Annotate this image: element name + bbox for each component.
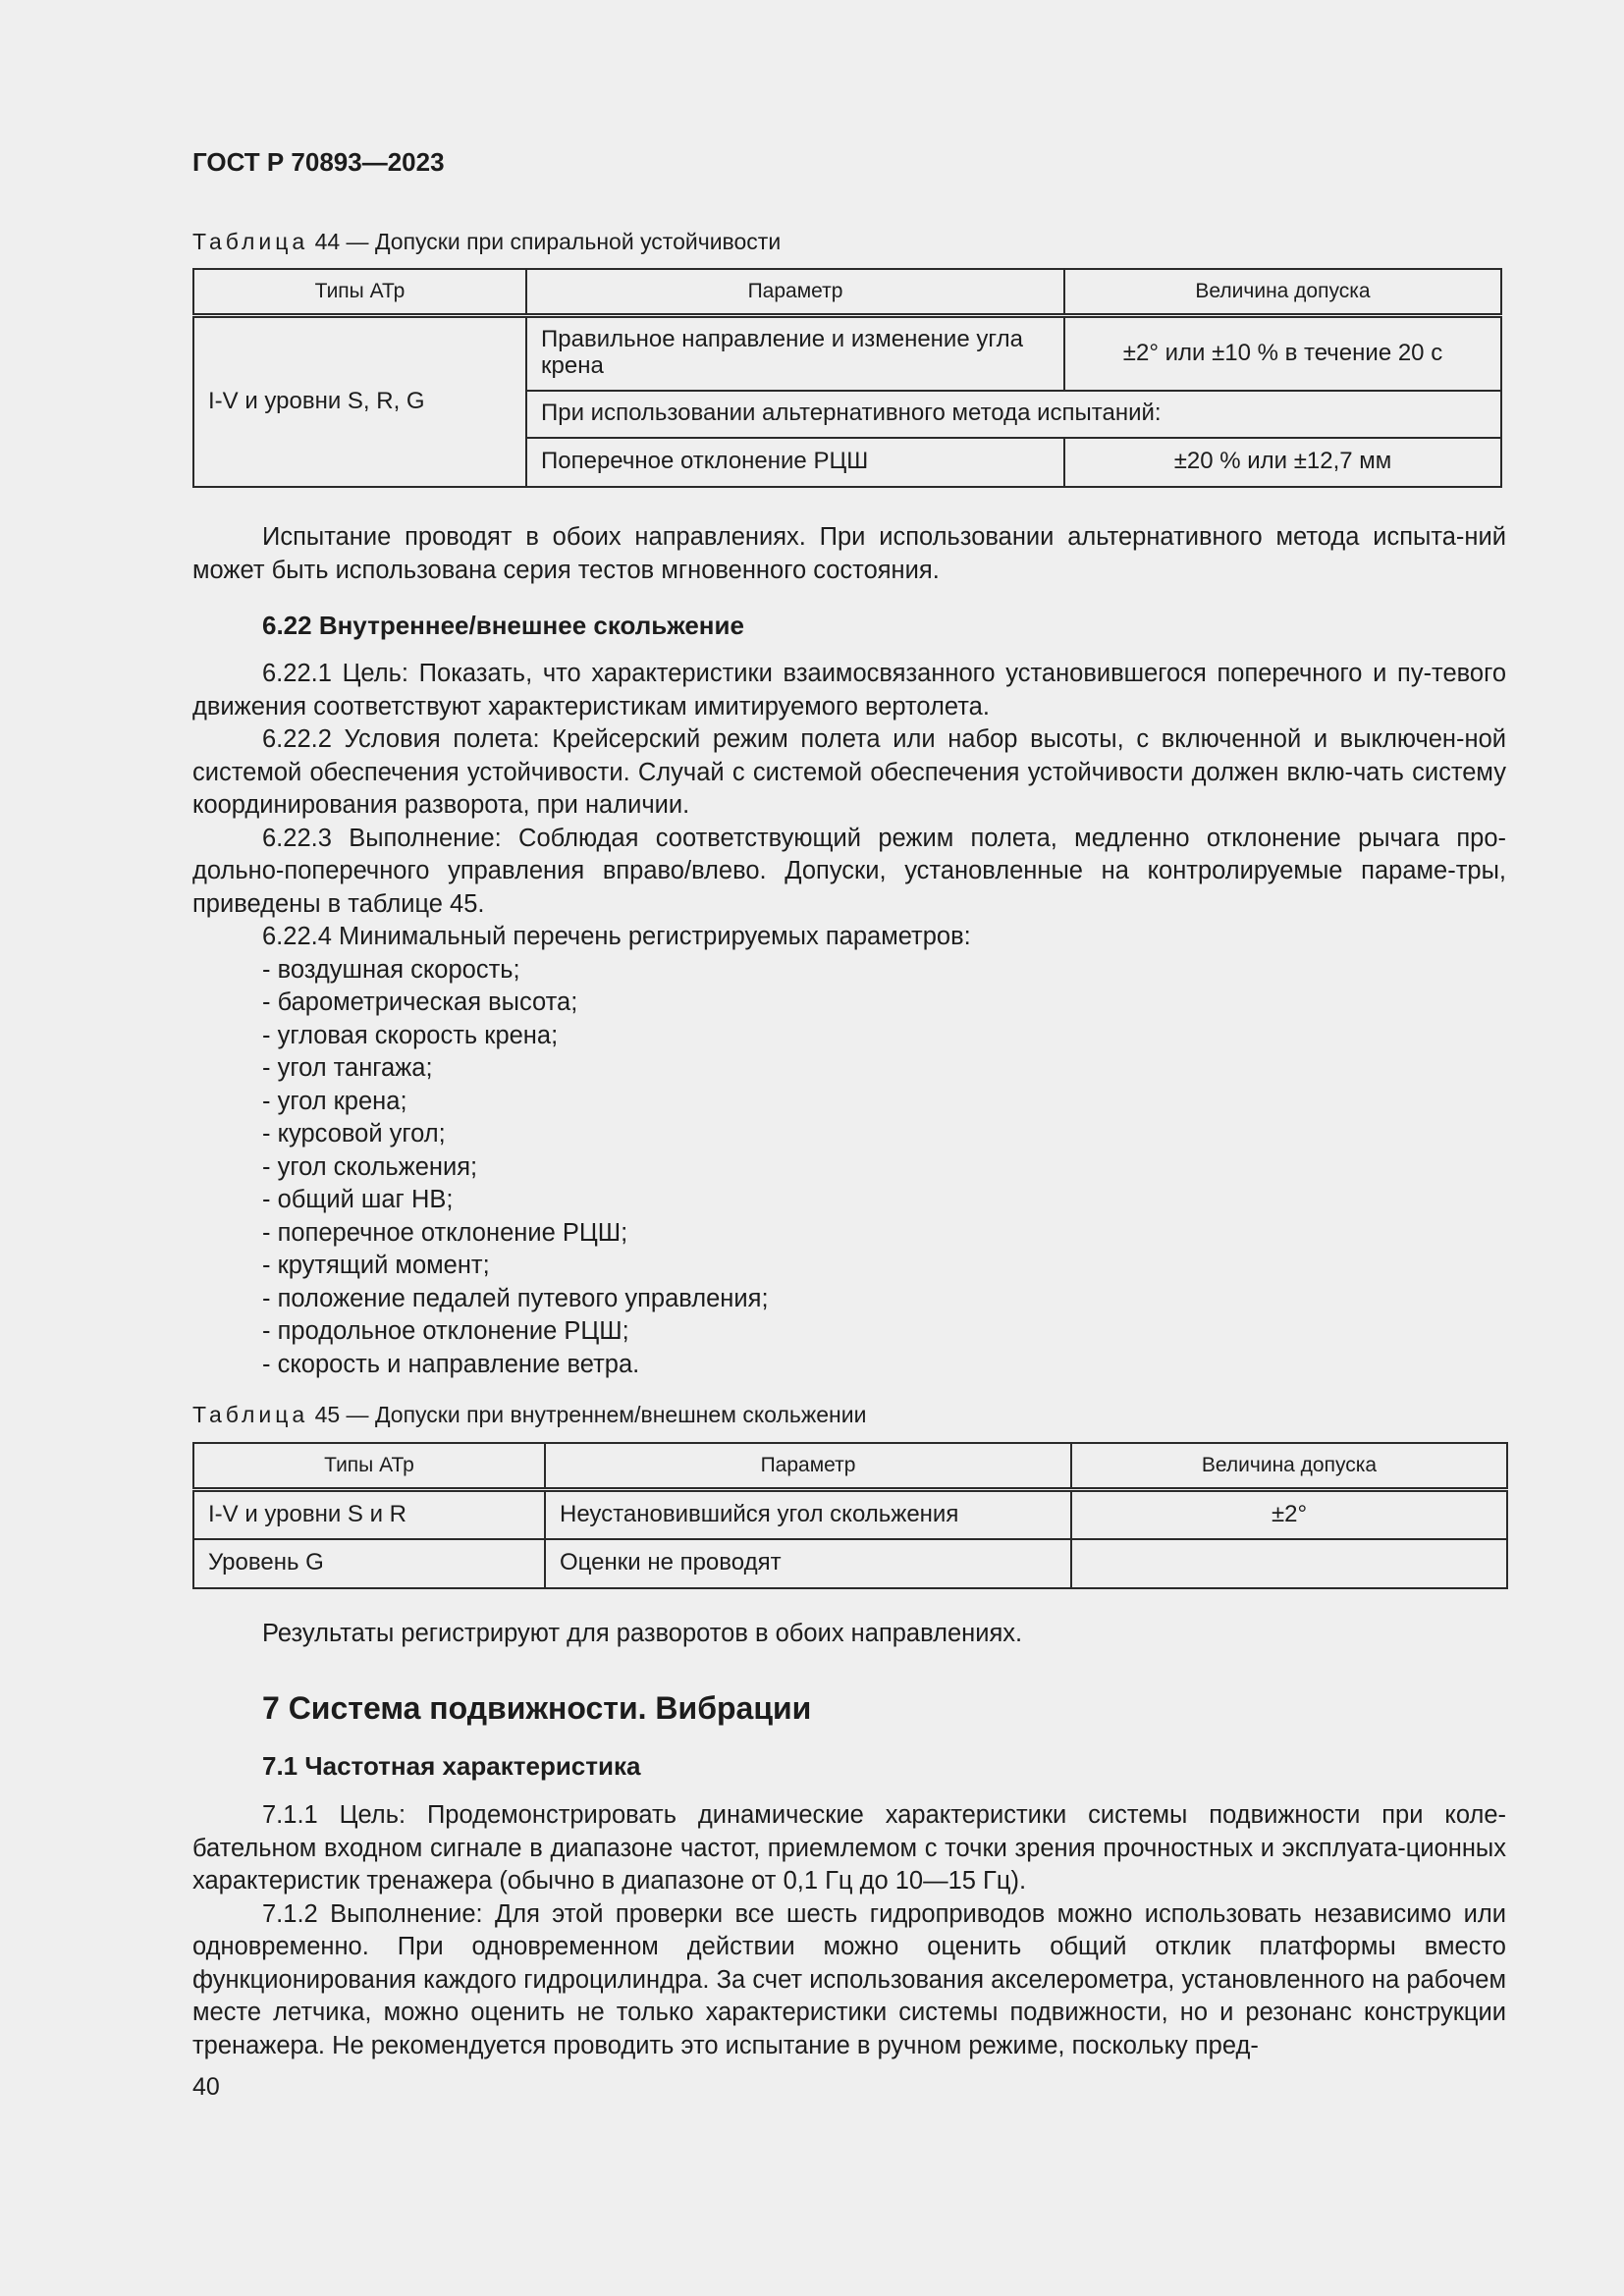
table-44 xyxy=(192,268,1502,488)
list-item: - курсовой угол; xyxy=(262,1118,1506,1151)
table-45-caption xyxy=(192,1402,866,1428)
section-7-1-title: 7.1 Частотная характеристика xyxy=(262,1751,641,1781)
table-44-row1-param: Правильное направление и изменение угла крена xyxy=(526,316,1064,391)
table-45-header-value: Величина допуска xyxy=(1071,1443,1507,1490)
table-row xyxy=(193,316,1501,391)
table-44-header-type: Типы АТр xyxy=(193,269,526,316)
paragraph-7-1-2: 7.1.2 Выполнение: Для этой проверки все шесть гидроприводов можно использовать независимо или одновременно. При одновременном действии можно оценить общий отклик платформы вместо функционирования каждого гидроцилиндра. За счет использования акселерометра, установленного на рабочем месте летчика, можно оценить не только характеристики системы подвижности, но и резонанс конструкции тренажера. Не рекомендуется проводить это испытание в ручном режиме, поскольку пред- xyxy=(192,1899,1506,2059)
table-44-row2-param: При использовании альтернативного метода испытаний: xyxy=(526,391,1501,438)
paragraph: Испытание проводят в обоих направлениях. При использовании альтернативного метода испыта-ний может быть использована серия тестов мгновенного состояния. xyxy=(192,523,1506,584)
table-45-row2-value xyxy=(1071,1539,1507,1588)
list-item: - угол крена; xyxy=(262,1086,1506,1119)
table-44-header-row xyxy=(193,269,1501,316)
paragraph-6-22-4: 6.22.4 Минимальный перечень регистрируемых параметров: xyxy=(262,923,971,950)
table-44-caption-word: Таблица xyxy=(192,229,309,254)
table-44-header-value: Величина допуска xyxy=(1064,269,1501,316)
table-44-type-cell: I-V и уровни S, R, G xyxy=(193,316,526,487)
table-45-row1-type: I-V и уровни S и R xyxy=(193,1490,545,1539)
table-row xyxy=(193,1490,1507,1539)
paragraph-6-22-2: 6.22.2 Условия полета: Крейсерский режим полета или набор высоты, с включенной и выключен-ной системой обеспечения устойчивости. Случай с системой обеспечения устойчивости должен вклю-чать систему координирования разворота, при наличии. xyxy=(192,725,1506,819)
table-44-caption-text: 44 — Допуски при спиральной устойчивости xyxy=(308,229,782,254)
section-7-title: 7 Система подвижности. Вибрации xyxy=(262,1690,812,1726)
paragraph-after-table-45 xyxy=(192,1618,1506,1651)
list-item: - угол тангажа; xyxy=(262,1052,1506,1086)
table-45-row2-param: Оценки не проводят xyxy=(545,1539,1071,1588)
table-44-row3-value: ±20 % или ±12,7 мм xyxy=(1064,438,1501,487)
table-row xyxy=(193,1539,1507,1588)
list-item: - угловая скорость крена; xyxy=(262,1020,1506,1053)
table-44-caption xyxy=(192,229,781,255)
list-item: - крутящий момент; xyxy=(262,1250,1506,1283)
paragraph-7-1-1: 7.1.1 Цель: Продемонстрировать динамические характеристики системы подвижности при коле-бательном входном сигнале в диапазоне частот, приемлемом с точки зрения прочностных и эксплуата-ционных характеристик тренажера (обычно в диапазоне от 0,1 Гц до 10—15 Гц). xyxy=(192,1801,1506,1895)
table-44-header-param: Параметр xyxy=(526,269,1064,316)
list-item: - поперечное отклонение РЦШ; xyxy=(262,1217,1506,1251)
table-45-header-type: Типы АТр xyxy=(193,1443,545,1490)
table-45-header-param: Параметр xyxy=(545,1443,1071,1490)
list-item: - продольное отклонение РЦШ; xyxy=(262,1315,1506,1349)
table-45 xyxy=(192,1442,1508,1589)
list-item: - барометрическая высота; xyxy=(262,987,1506,1020)
registered-parameters-list xyxy=(192,954,1506,1382)
section-6-22-title: 6.22 Внутреннее/внешнее скольжение xyxy=(262,611,744,640)
table-45-header-row xyxy=(193,1443,1507,1490)
list-item: - общий шаг НВ; xyxy=(262,1184,1506,1217)
table-45-row2-type: Уровень G xyxy=(193,1539,545,1588)
table-44-row3-param: Поперечное отклонение РЦШ xyxy=(526,438,1064,487)
table-45-row1-param: Неустановившийся угол скольжения xyxy=(545,1490,1071,1539)
list-item: - воздушная скорость; xyxy=(262,954,1506,988)
page-number: 40 xyxy=(192,2073,220,2101)
section-6-22-body xyxy=(192,658,1506,1381)
table-45-caption-word: Таблица xyxy=(192,1402,309,1427)
list-item: - скорость и направление ветра. xyxy=(262,1349,1506,1382)
table-44-row1-value: ±2° или ±10 % в течение 20 с xyxy=(1064,316,1501,391)
paragraph-6-22-3: 6.22.3 Выполнение: Соблюдая соответствующий режим полета, медленно отклонение рычага про-дольно-поперечного управления вправо/влево. Допуски, установленные на контролируемые параме-тры, приведены в таблице 45. xyxy=(192,824,1506,918)
paragraph-after-table-44 xyxy=(192,521,1506,587)
table-45-caption-text: 45 — Допуски при внутреннем/внешнем скольжении xyxy=(308,1402,867,1427)
list-item: - положение педалей путевого управления; xyxy=(262,1283,1506,1316)
paragraph: Результаты регистрируют для разворотов в обоих направлениях. xyxy=(262,1620,1023,1647)
document-header: ГОСТ Р 70893—2023 xyxy=(192,147,445,177)
list-item: - угол скольжения; xyxy=(262,1151,1506,1185)
paragraph-6-22-1: 6.22.1 Цель: Показать, что характеристики взаимосвязанного установившегося поперечного и пу-тевого движения соответствуют характеристикам имитируемого вертолета. xyxy=(192,660,1506,721)
table-45-row1-value: ±2° xyxy=(1071,1490,1507,1539)
section-7-1-body xyxy=(192,1799,1506,2062)
